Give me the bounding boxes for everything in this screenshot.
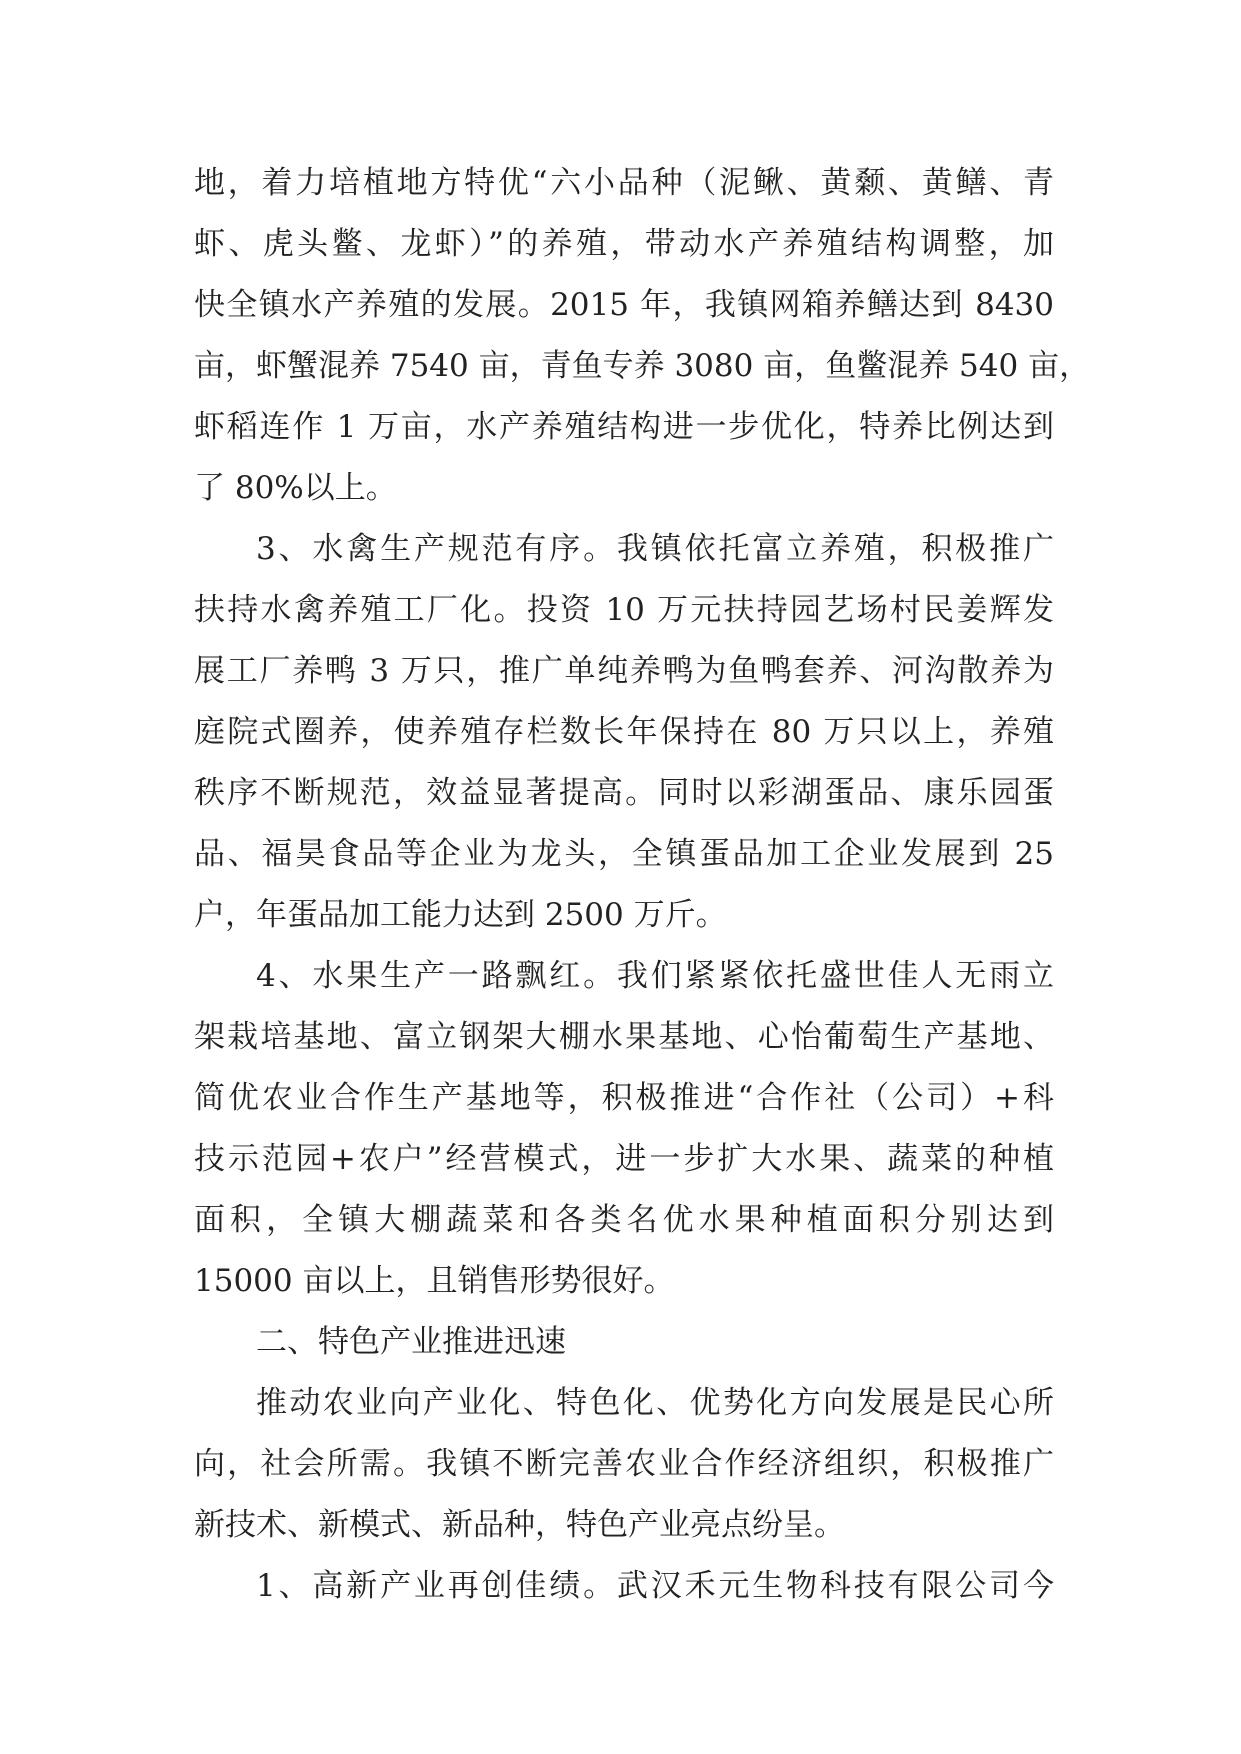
- text-line: 地，着力培植地方特优“六小品种（泥鳅、黄颡、黄鳝、青: [194, 165, 1054, 201]
- text-line: 虾稻连作 1 万亩，水产养殖结构进一步优化，特养比例达到: [194, 409, 1054, 445]
- text-line: 向，社会所需。我镇不断完善农业合作经济组织，积极推广: [194, 1446, 1054, 1482]
- text-line: 庭院式圈养，使养殖存栏数长年保持在 80 万只以上，养殖: [194, 714, 1054, 750]
- text-line: 秩序不断规范，效益显著提高。同时以彩湖蛋品、康乐园蛋: [194, 775, 1054, 811]
- text-line: 虾、虎头鳖、龙虾）”的养殖，带动水产养殖结构调整，加: [194, 226, 1054, 262]
- paragraph-first-line: 4、水果生产一路飘红。我们紧紧依托盛世佳人无雨立: [256, 958, 1054, 994]
- text-line: 架栽培基地、富立钢架大棚水果基地、心怡葡萄生产基地、: [194, 1019, 1054, 1055]
- paragraph-first-line: 推动农业向产业化、特色化、优势化方向发展是民心所: [256, 1385, 1054, 1421]
- text-line: 了 80%以上。: [194, 470, 397, 506]
- section-heading: 二、特色产业推进迅速: [256, 1324, 566, 1360]
- text-line: 新技术、新模式、新品种，特色产业亮点纷呈。: [194, 1507, 845, 1543]
- text-line: 品、福昊食品等企业为龙头，全镇蛋品加工企业发展到 25: [194, 836, 1054, 872]
- text-line: 15000 亩以上，且销售形势很好。: [194, 1263, 675, 1299]
- text-line: 技示范园+农户”经营模式，进一步扩大水果、蔬菜的种植: [194, 1141, 1054, 1177]
- text-line: 面积，全镇大棚蔬菜和各类名优水果种植面积分别达到: [194, 1202, 1054, 1238]
- text-line: 扶持水禽养殖工厂化。投资 10 万元扶持园艺场村民姜辉发: [194, 592, 1054, 628]
- text-line: 简优农业合作生产基地等，积极推进“合作社（公司）+科: [194, 1080, 1054, 1116]
- paragraph-first-line: 1、高新产业再创佳绩。武汉禾元生物科技有限公司今: [256, 1568, 1054, 1604]
- paragraph-first-line: 3、水禽生产规范有序。我镇依托富立养殖，积极推广: [256, 531, 1054, 567]
- document-body: [194, 153, 1091, 1617]
- text-line: 快全镇水产养殖的发展。2015 年，我镇网箱养鳝达到 8430: [194, 287, 1054, 323]
- text-line: 展工厂养鸭 3 万只，推广单纯养鸭为鱼鸭套养、河沟散养为: [194, 653, 1054, 689]
- text-line: 亩，虾蟹混养 7540 亩，青鱼专养 3080 亩，鱼鳖混养 540 亩，: [194, 348, 1091, 384]
- text-line: 户，年蛋品加工能力达到 2500 万斤。: [194, 897, 727, 933]
